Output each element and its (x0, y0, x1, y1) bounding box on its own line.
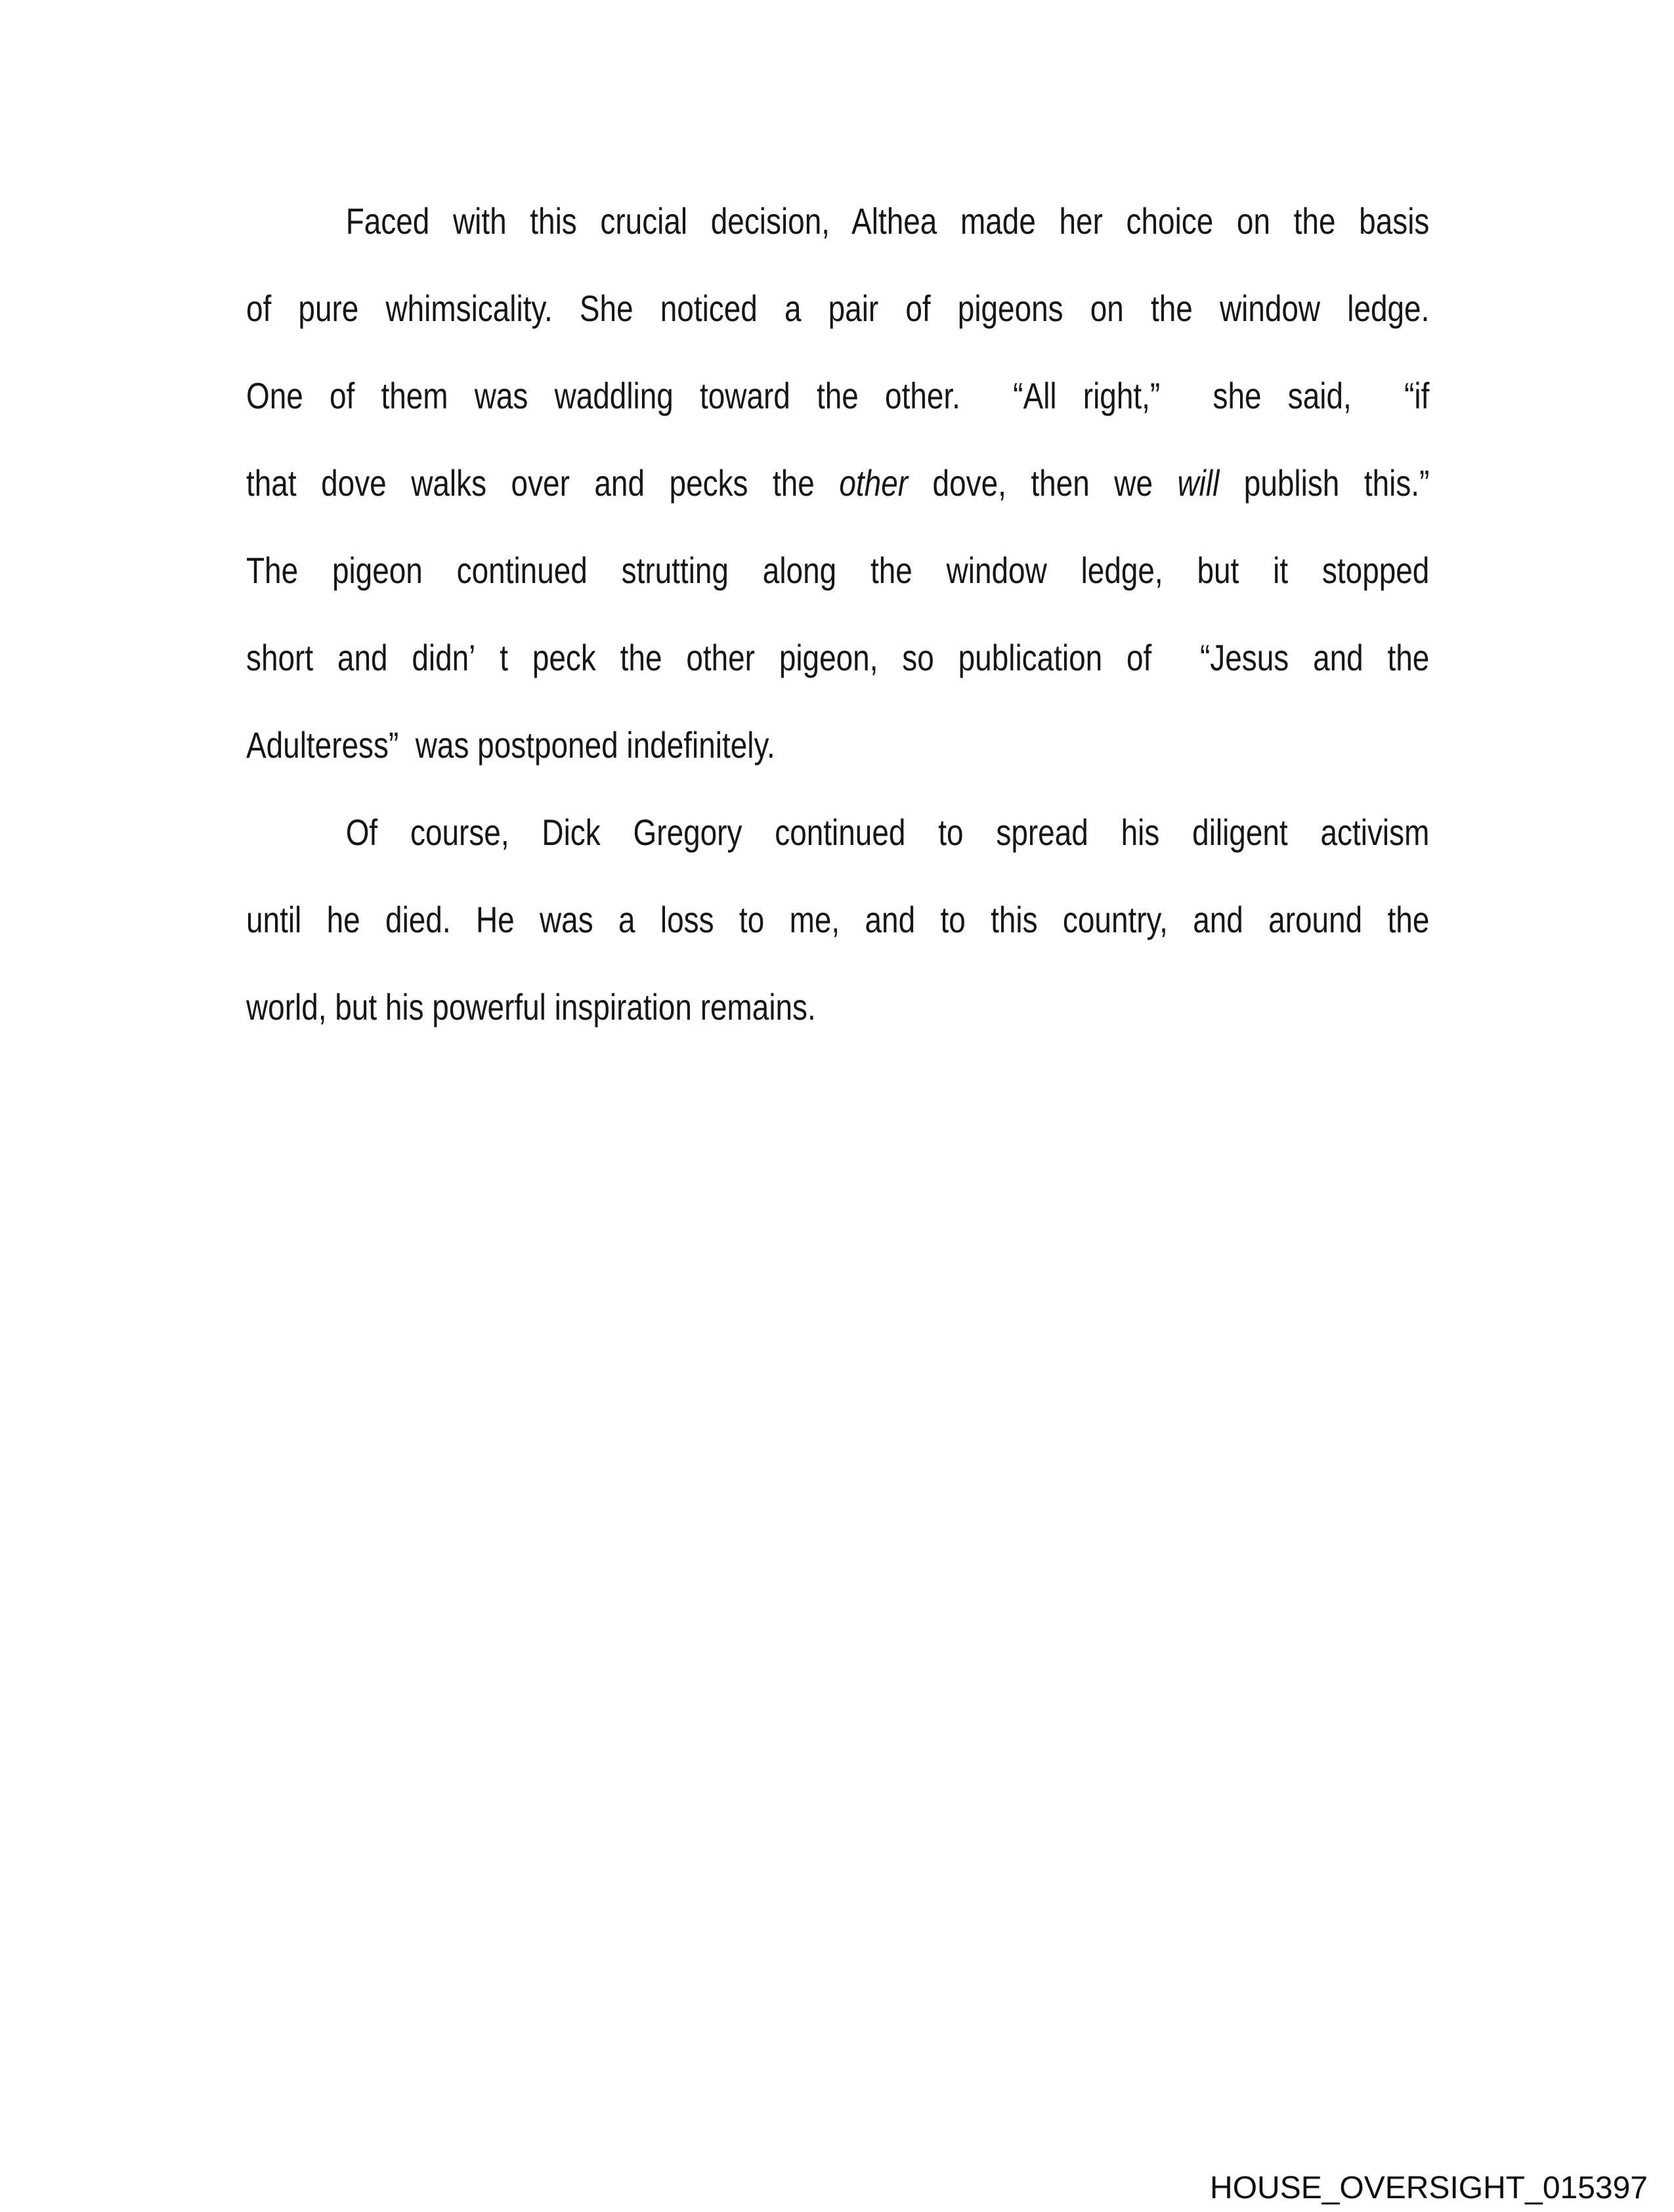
text-line (246, 265, 1429, 352)
text-line (246, 701, 1429, 789)
text-line (246, 614, 1429, 701)
italic-text-segment: will (1177, 462, 1220, 504)
text-segment: The pigeon continued strutting along the window ledge, but it stopped (246, 550, 1430, 591)
text-segment: Adulteress” was postponed indefinitely. (246, 724, 775, 766)
text-segment: Of course, Dick Gregory continued to spread his diligent activism (345, 812, 1430, 853)
italic-text-segment: other (839, 462, 909, 504)
text-segment: publish this.” (1219, 462, 1430, 504)
text-segment: dove, then we (908, 462, 1178, 504)
text-line (246, 177, 1429, 265)
text-line (246, 352, 1429, 439)
text-segment: until he died. He was a loss to me, and to this country, and around the (246, 899, 1430, 940)
text-segment: Faced with this crucial decision, Althea made her choice on the basis (345, 200, 1430, 242)
text-segment: One of them was waddling toward the other. “All right,” she said, “if (246, 375, 1430, 416)
text-line (246, 789, 1429, 876)
text-line (246, 527, 1429, 614)
text-segment: short and didn’ t peck the other pigeon, so publication of “Jesus and the (246, 637, 1430, 678)
text-segment: that dove walks over and pecks the (246, 462, 840, 504)
text-line (246, 439, 1429, 527)
text-line (246, 963, 1429, 1051)
text-line (246, 876, 1429, 963)
bates-stamp: HOUSE_OVERSIGHT_015397 (1210, 2171, 1648, 2205)
document-body (246, 177, 1429, 1051)
text-segment: of pure whimsicality. She noticed a pair of pigeons on the window ledge. (246, 288, 1430, 329)
text-segment: world, but his powerful inspiration remains. (246, 986, 816, 1028)
